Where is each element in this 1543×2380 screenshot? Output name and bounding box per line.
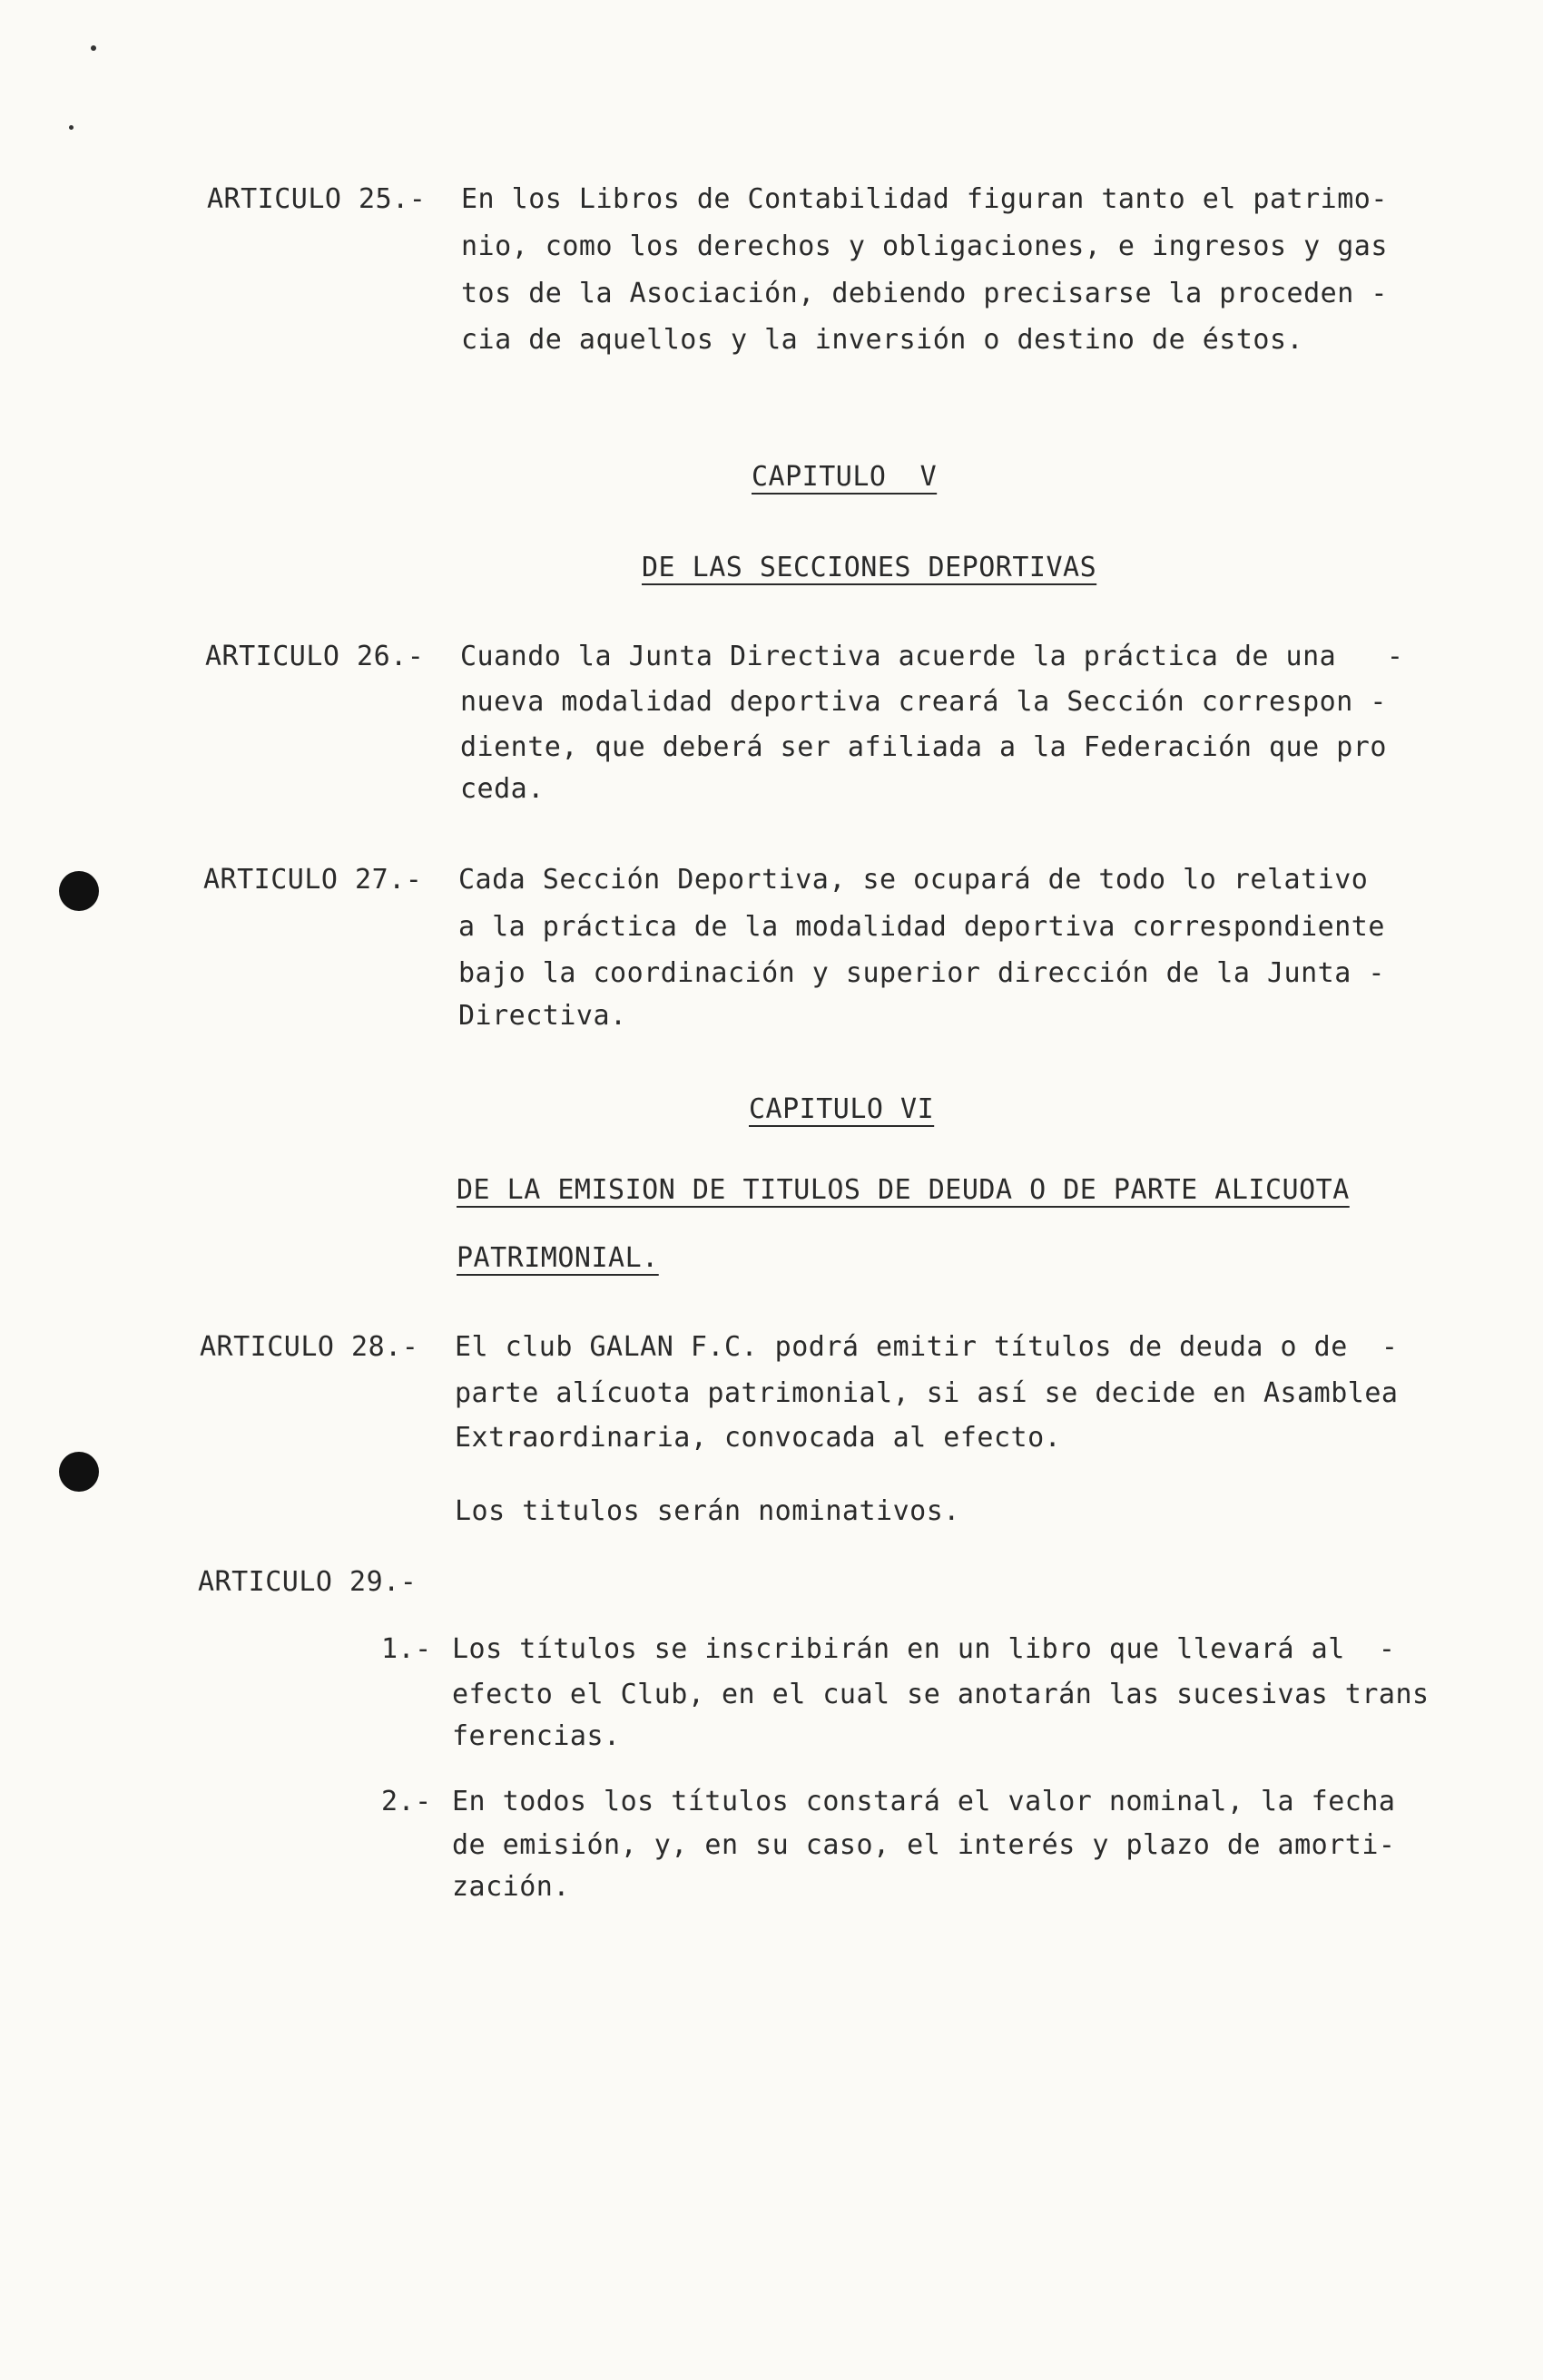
chapter-6-title: CAPITULO VI (749, 1093, 935, 1125)
article-29-item-line: ferencias. (452, 1720, 621, 1752)
article-29-label: ARTICULO 29.- (198, 1566, 418, 1598)
binder-hole-top (59, 871, 99, 911)
article-27-line: Directiva. (458, 1000, 627, 1032)
article-26-line: Cuando la Junta Directiva acuerde la práctica de una - (460, 641, 1404, 672)
article-29-item-line: Los títulos se inscribirán en un libro que llevará al - (452, 1633, 1396, 1665)
article-25-line: nio, como los derechos y obligaciones, e ingresos y gas (461, 230, 1388, 262)
article-26-label: ARTICULO 26.- (205, 641, 425, 672)
article-29-item-number: 1.- (381, 1633, 432, 1665)
article-29-item-line: de emisión, y, en su caso, el interés y plazo de amorti- (452, 1829, 1396, 1861)
article-27-label: ARTICULO 27.- (203, 864, 423, 896)
ink-speck (91, 45, 96, 51)
chapter-6-subtitle: DE LA EMISION DE TITULOS DE DEUDA O DE PARTE ALICUOTA (457, 1174, 1350, 1206)
article-25-label: ARTICULO 25.- (207, 183, 427, 215)
article-28-line: Extraordinaria, convocada al efecto. (455, 1422, 1062, 1454)
article-29-item-line: En todos los títulos constará el valor nominal, la fecha (452, 1786, 1396, 1817)
article-26-line: ceda. (460, 773, 545, 805)
article-29-item-line: zación. (452, 1871, 570, 1903)
article-29-item-line: efecto el Club, en el cual se anotarán las sucesivas trans (452, 1679, 1430, 1710)
chapter-6-subtitle: PATRIMONIAL. (457, 1242, 659, 1274)
article-25-line: En los Libros de Contabilidad figuran tanto el patrimo- (461, 183, 1388, 215)
article-25-line: cia de aquellos y la inversión o destino de éstos. (461, 324, 1304, 356)
ink-speck (69, 125, 74, 130)
article-25-line: tos de la Asociación, debiendo precisarse la proceden - (461, 278, 1388, 309)
chapter-5-subtitle: DE LAS SECCIONES DEPORTIVAS (642, 552, 1097, 583)
article-27-line: a la práctica de la modalidad deportiva correspondiente (458, 911, 1385, 943)
article-27-line: bajo la coordinación y superior dirección de la Junta - (458, 957, 1385, 989)
article-28-line: parte alícuota patrimonial, si así se decide en Asamblea (455, 1377, 1399, 1409)
article-27-line: Cada Sección Deportiva, se ocupará de todo lo relativo (458, 864, 1369, 896)
article-26-line: diente, que deberá ser afiliada a la Federación que pro (460, 731, 1387, 763)
article-28-label: ARTICULO 28.- (200, 1331, 419, 1363)
article-28-line: El club GALAN F.C. podrá emitir títulos de deuda o de - (455, 1331, 1399, 1363)
article-26-line: nueva modalidad deportiva creará la Sección correspon - (460, 686, 1387, 718)
chapter-5-title: CAPITULO V (752, 461, 938, 493)
binder-hole-bottom (59, 1452, 99, 1492)
article-29-item-number: 2.- (381, 1786, 432, 1817)
article-28-note: Los titulos serán nominativos. (455, 1495, 960, 1527)
